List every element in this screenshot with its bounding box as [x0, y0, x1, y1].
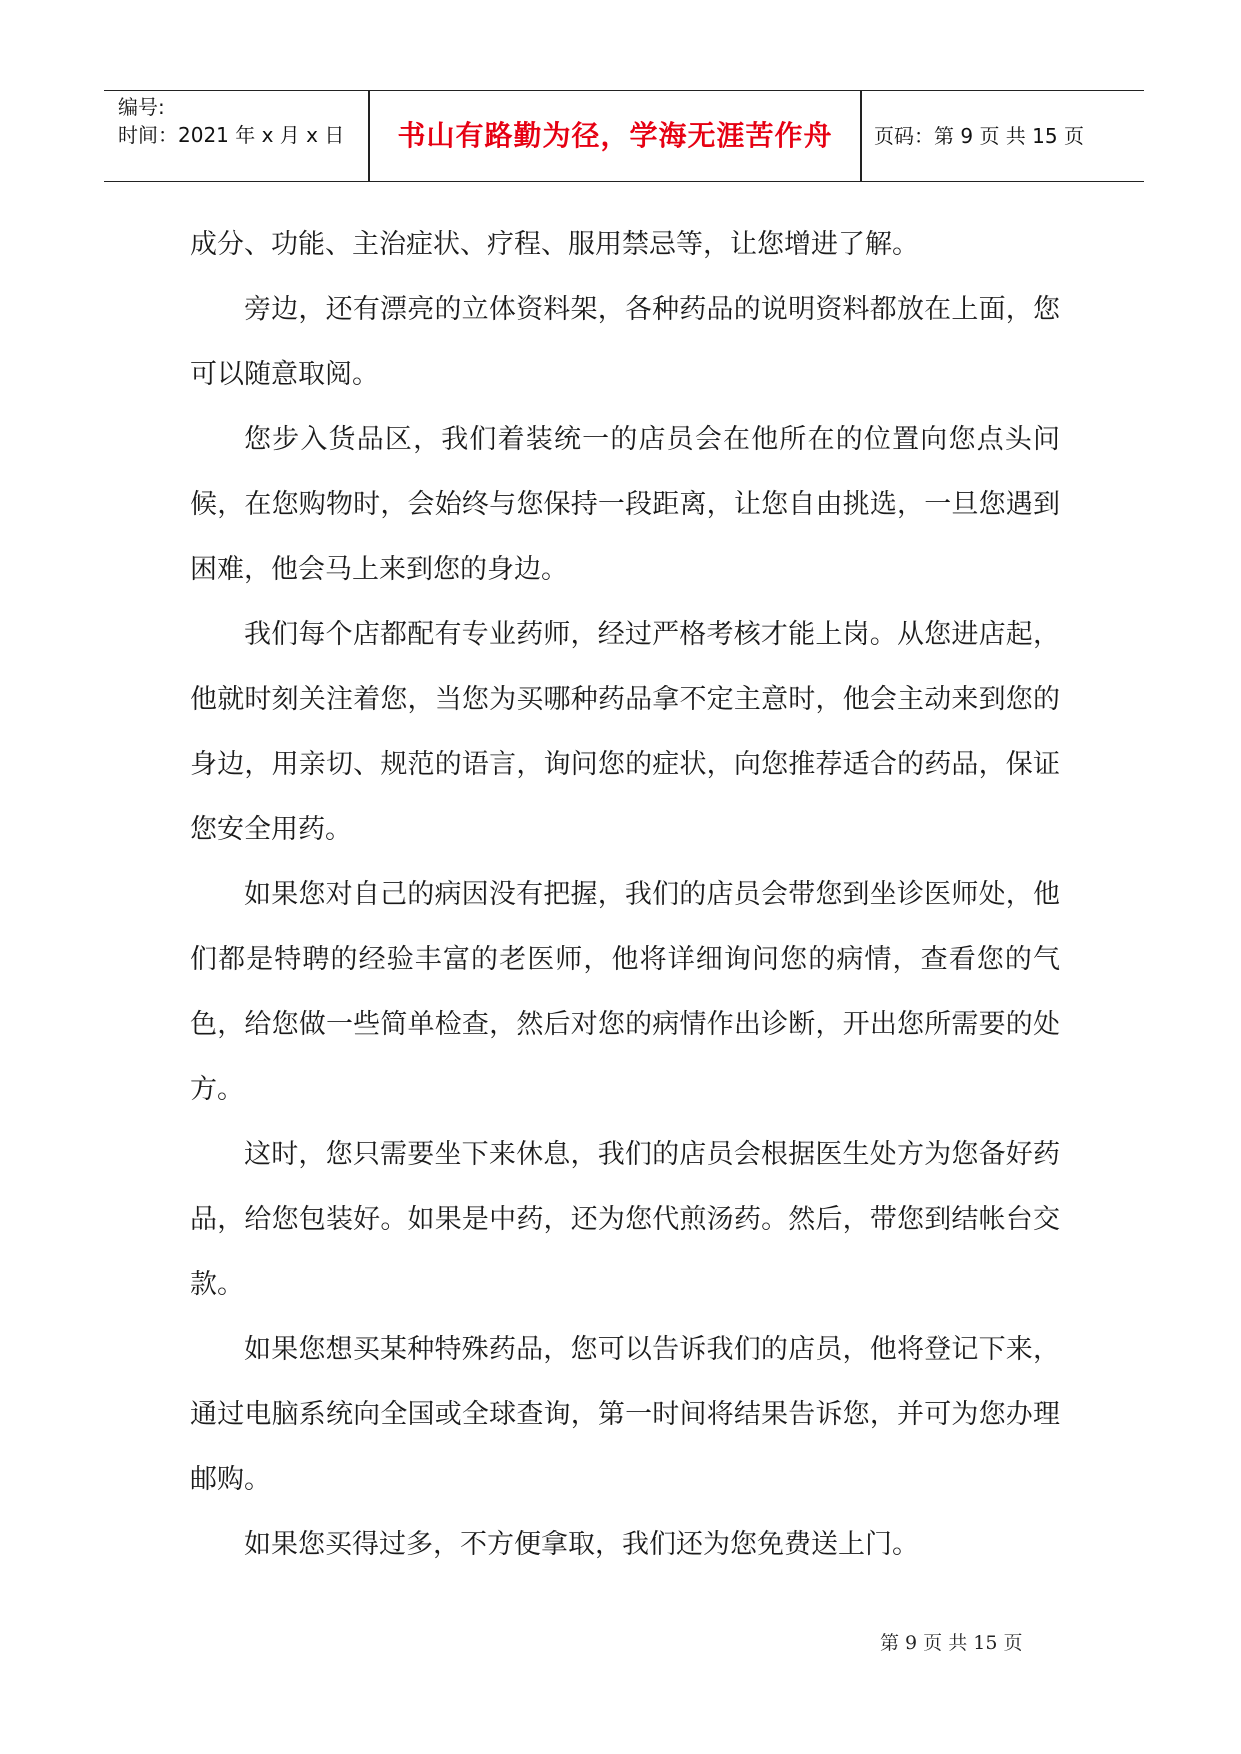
paragraph: 如果您想买某种特殊药品，您可以告诉我们的店员，他将登记下来，通过电脑系统向全国或全球查询，第一时间将结果告诉您，并可为您办理邮购。 [190, 1334, 1060, 1495]
document-number-label: 编号: [118, 95, 165, 119]
document-date: 时间：2021 年 x 月 x 日 [118, 123, 345, 147]
paragraph: 您步入货品区，我们着装统一的店员会在他所在的位置向您点头问候，在您购物时，会始终与您保持一段距离，让您自由挑选，一旦您遇到困难，他会马上来到您的身边。 [190, 424, 1060, 585]
paragraph: 旁边，还有漂亮的立体资料架，各种药品的说明资料都放在上面，您可以随意取阅。 [190, 294, 1060, 390]
paragraph: 如果您买得过多，不方便拿取，我们还为您免费送上门。 [244, 1529, 919, 1560]
paragraph: 这时，您只需要坐下来休息，我们的店员会根据医生处方为您备好药品，给您包装好。如果是中药，还为您代煎汤药。然后，带您到结帐台交款。 [190, 1139, 1060, 1300]
document-body [190, 212, 1060, 1577]
header-page-info: 页码：第 9 页 共 15 页 [874, 124, 1084, 148]
header-motto: 书山有路勤为径，学海无涯苦作舟 [397, 119, 833, 152]
paragraph: 我们每个店都配有专业药师，经过严格考核才能上岗。从您进店起，他就时刻关注着您，当您为买哪种药品拿不定主意时，他会主动来到您的身边，用亲切、规范的语言，询问您的症状，向您推荐适合的药品，保证您安全用药。 [190, 619, 1060, 845]
paragraph: 成分、功能、主治症状、疗程、服用禁忌等，让您增进了解。 [190, 229, 919, 260]
paragraph: 如果您对自己的病因没有把握，我们的店员会带您到坐诊医师处，他们都是特聘的经验丰富的老医师，他将详细询问您的病情，查看您的气色，给您做一些简单检查，然后对您的病情作出诊断，开出您所需要的处方。 [190, 879, 1060, 1105]
page-footer: 第 9 页 共 15 页 [880, 1632, 1023, 1654]
page-header [104, 90, 1144, 182]
header-divider [860, 91, 862, 181]
